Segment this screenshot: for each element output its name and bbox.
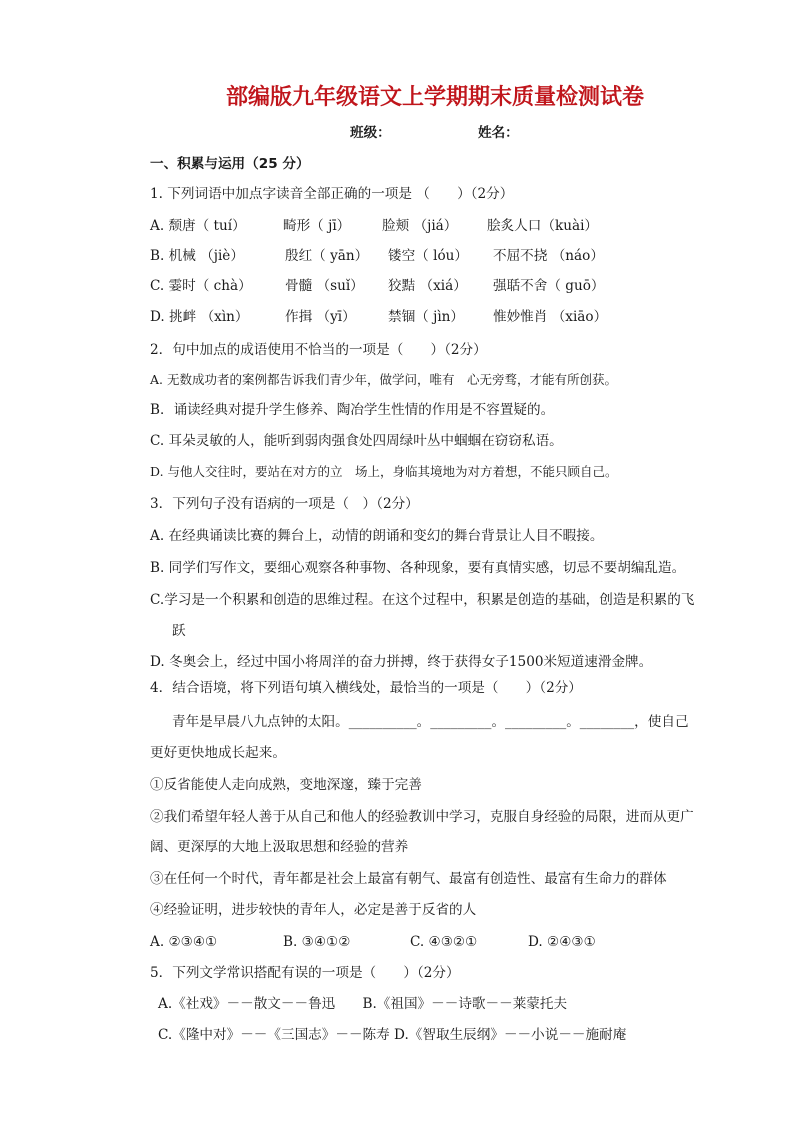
q1-c-word-2: 骨髓 （suǐ） — [285, 278, 364, 294]
q3-option-c: C.学习是一个积累和创造的思维过程。在这个过程中，积累是创造的基础，创造是积累的飞 — [150, 592, 695, 608]
page-title: 部编版九年级语文上学期期末质量检测试卷 — [225, 85, 644, 110]
q1-c-word-3: 狡黠 （xiá） — [388, 278, 467, 294]
q1-b-word-1: B. 机械 （jiè） — [150, 248, 244, 264]
q1-b-word-3: 镂空（ lóu） — [388, 248, 468, 264]
q4-choice-d: D. ②④③① — [528, 934, 596, 950]
q1-d-word-3: 禁锢（ jìn） — [388, 309, 465, 325]
q1-a-word-4: 脍炙人口（kuài） — [487, 218, 599, 234]
q2-option-a: A. 无数成功者的案例都告诉我们青少年，做学问，唯有 心无旁骛，才能有所创获。 — [150, 372, 617, 387]
q4-item-3: ③在任何一个时代，青年都是社会上最富有朝气、最富有创造性、最富有生命力的群体 — [150, 871, 667, 887]
q4-item-2: ②我们希望年轻人善于从自己和他人的经验教训中学习，克服自身经验的局限，进而从更广 — [150, 809, 694, 825]
q4-choice-c: C. ④③②① — [410, 934, 478, 950]
q2-option-b: B．诵读经典对提升学生修养、陶冶学生性情的作用是不容置疑的。 — [150, 402, 555, 418]
q1-c-word-1: C. 霎时（ chà） — [150, 278, 252, 294]
q3-option-b: B. 同学们写作文，要细心观察各种事物、各种现象，要有真情实感，切忌不要胡编乱造。 — [150, 560, 686, 576]
class-label: 班级： — [350, 125, 391, 141]
q5-stem: 5．下列文学常识搭配有误的一项是（ ）（2分） — [150, 965, 460, 981]
q3-option-a: A. 在经典诵读比赛的舞台上，动情的朗诵和变幻的舞台背景让人目不暇接。 — [150, 528, 604, 544]
q4-item-2-cont: 阔、更深厚的大地上汲取思想和经验的营养 — [150, 839, 409, 855]
q4-choice-a: A. ②③④① — [150, 934, 218, 950]
q1-d-word-1: D. 挑衅 （xìn） — [150, 309, 249, 325]
q4-item-4: ④经验证明，进步较快的青年人，必定是善于反省的人 — [150, 902, 477, 918]
q1-a-word-3: 脸颊 （jiá） — [382, 218, 458, 234]
section-heading: 一、积累与运用（25 分） — [150, 156, 310, 172]
q1-a-word-2: 畸形（ jī） — [283, 218, 351, 234]
q4-choice-b: B. ③④①② — [283, 934, 351, 950]
q3-stem: 3．下列句子没有语病的一项是（ ）（2分） — [150, 496, 419, 512]
q1-stem: 1. 下列词语中加点字读音全部正确的一项是 （ ）（2分） — [150, 186, 514, 202]
q4-item-1: ①反省能使人走向成熟，变地深邃，臻于完善 — [150, 777, 422, 793]
q1-b-word-4: 不屈不挠 （náo） — [493, 248, 604, 264]
q2-option-d: D. 与他人交往时，要站在对方的立 场上，身临其境地为对方着想，不能只顾自己。 — [150, 464, 618, 479]
q1-d-word-4: 惟妙惟肖 （xiāo） — [493, 309, 608, 325]
name-label: 姓名： — [478, 125, 519, 141]
q5-options-row-2: C.《隆中对》－－《三国志》－－陈寿 D.《智取生辰纲》－－小说－－施耐庵 — [158, 1027, 627, 1043]
q3-option-d: D. 冬奥会上，经过中国小将周洋的奋力拼搏，终于获得女子1500米短道速滑金牌。 — [150, 654, 653, 670]
q2-stem: 2．句中加点的成语使用不恰当的一项是（ ）（2分） — [150, 342, 487, 358]
q3-option-c-cont: 跃 — [172, 623, 186, 639]
q4-stem: 4．结合语境，将下列语句填入横线处，最恰当的一项是（ ）（2分） — [150, 680, 582, 696]
q1-c-word-4: 强聒不舍（ guō） — [493, 278, 605, 294]
q1-b-word-2: 殷红（ yān） — [285, 248, 369, 264]
q4-passage-line-2: 更好更快地成长起来。 — [150, 745, 286, 761]
q1-d-word-2: 作揖 （yī） — [285, 309, 356, 325]
q5-options-row-1: A.《社戏》－－散文－－鲁迅 B.《祖国》－－诗歌－－莱蒙托夫 — [158, 996, 568, 1012]
q4-passage-line-1: 青年是早晨八九点钟的太阳。__________。_________。_________。________，使自己 — [172, 714, 689, 730]
q1-a-word-1: A. 颓唐（ tuí） — [150, 218, 246, 234]
q2-option-c: C. 耳朵灵敏的人，能听到弱肉强食处四周绿叶丛中蝈蝈在窃窃私语。 — [150, 433, 563, 449]
